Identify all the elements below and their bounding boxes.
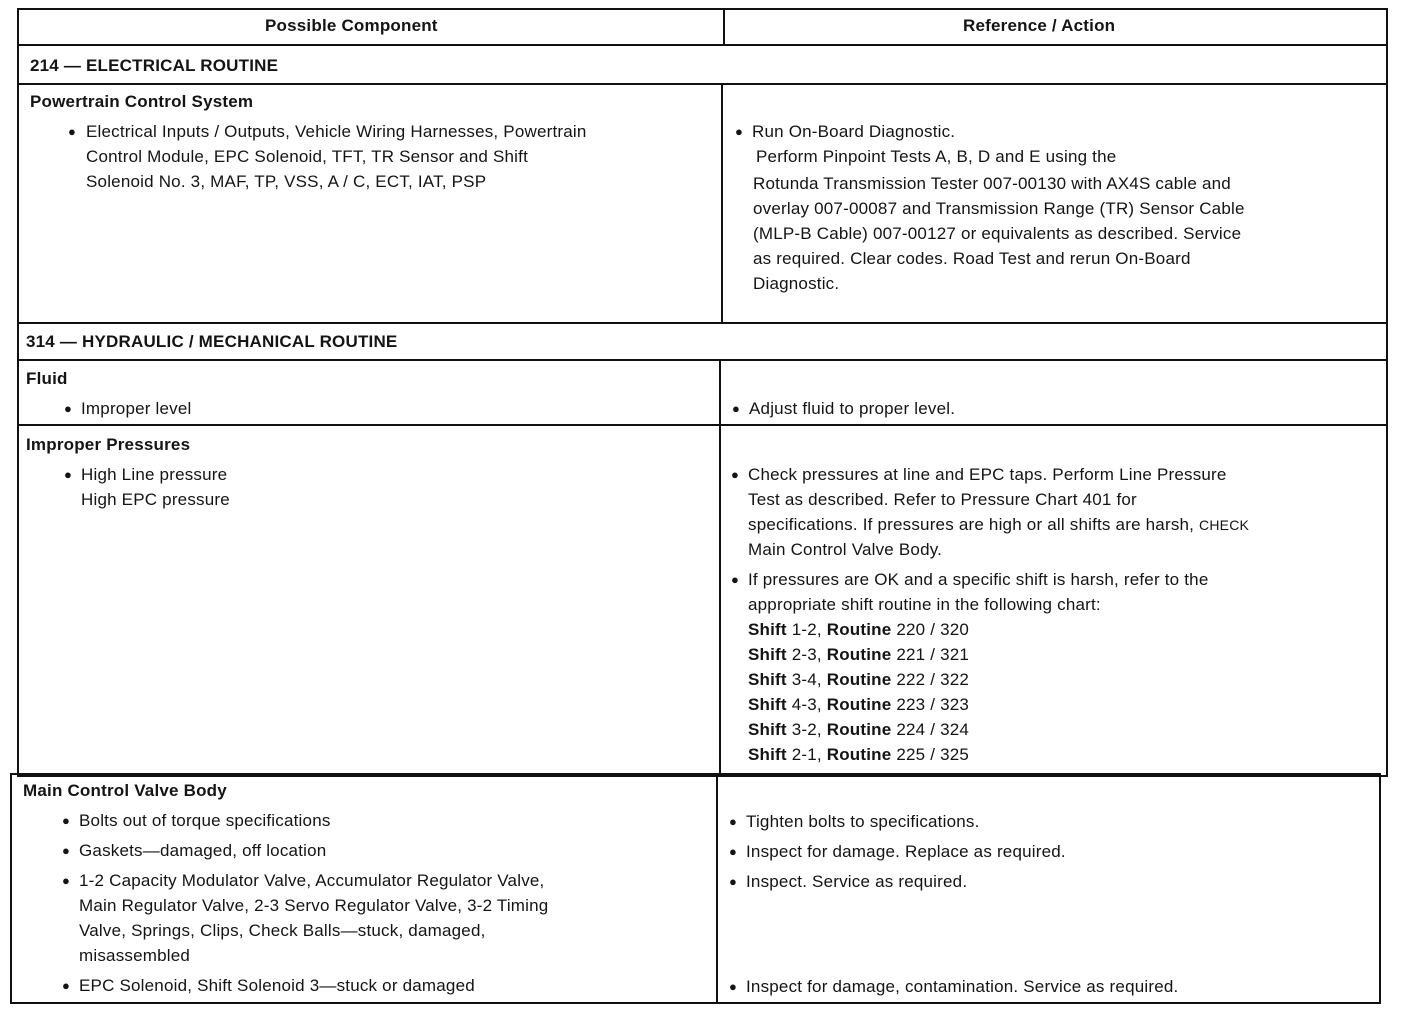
pressure-component-line: High EPC pressure xyxy=(81,490,230,509)
component-line: Control Module, EPC Solenoid, TFT, TR Sensor and Shift xyxy=(86,147,528,166)
fluid-component: Improper level xyxy=(81,399,192,418)
shift-routine-row xyxy=(748,717,969,742)
section-214-title: 214 — ELECTRICAL ROUTINE xyxy=(30,56,279,75)
valve-component: EPC Solenoid, Shift Solenoid 3—stuck or damaged xyxy=(79,976,475,995)
component-line: Electrical Inputs / Outputs, Vehicle Wiring Harnesses, Powertrain xyxy=(86,122,587,141)
bullet-icon: ● xyxy=(62,813,70,828)
shift-value: 2-3, xyxy=(786,645,827,664)
header-divider xyxy=(17,44,1388,46)
bullet-icon: ● xyxy=(64,401,72,416)
routine-value: 221 / 321 xyxy=(891,645,970,664)
valve-action: Inspect for damage, contamination. Service as required. xyxy=(746,977,1179,996)
action-line: (MLP-B Cable) 007-00127 or equivalents as described. Service xyxy=(753,224,1242,243)
routine-value: 220 / 320 xyxy=(891,620,970,639)
shift-value: 4-3, xyxy=(786,695,827,714)
shift-value: 3-4, xyxy=(786,670,827,689)
routine-label: Routine xyxy=(826,745,892,764)
shift-routine-row xyxy=(748,667,969,692)
shift-label: Shift xyxy=(748,670,787,689)
bullet-icon: ● xyxy=(62,978,70,993)
bullet-icon: ● xyxy=(68,124,76,139)
action-line: Perform Pinpoint Tests A, B, D and E using the xyxy=(756,147,1117,166)
routine-label: Routine xyxy=(826,620,892,639)
action-line: overlay 007-00087 and Transmission Range (TR) Sensor Cable xyxy=(753,199,1245,218)
valve-component: Gaskets—damaged, off location xyxy=(79,841,327,860)
routine-value: 222 / 322 xyxy=(891,670,970,689)
shift-routine-row xyxy=(748,642,969,667)
pressure-action-line: Test as described. Refer to Pressure Chart 401 for xyxy=(748,490,1137,509)
routine-label: Routine xyxy=(826,670,892,689)
shift-routine-row xyxy=(748,692,969,717)
check-label: CHECK xyxy=(1199,517,1250,533)
bullet-icon: ● xyxy=(732,401,740,416)
powertrain-control-system-title: Powertrain Control System xyxy=(30,92,254,111)
header-possible-component: Possible Component xyxy=(265,16,438,35)
bullet-icon: ● xyxy=(64,467,72,482)
valve-component: misassembled xyxy=(79,946,191,965)
powertrain-component-text xyxy=(86,119,587,194)
section-314-top-divider xyxy=(17,322,1388,324)
shift-label: Shift xyxy=(748,645,787,664)
bullet-icon: ● xyxy=(735,124,743,139)
column-divider-valve xyxy=(716,773,718,1004)
component-line: Solenoid No. 3, MAF, TP, VSS, A / C, ECT, IAT, PSP xyxy=(86,172,487,191)
shift-routine-list xyxy=(748,617,969,767)
shift-value: 3-2, xyxy=(786,720,827,739)
action-line: Run On-Board Diagnostic. xyxy=(752,122,956,141)
bullet-icon: ● xyxy=(62,873,70,888)
action-line: Rotunda Transmission Tester 007-00130 with AX4S cable and xyxy=(753,174,1231,193)
pressure-action-line: Main Control Valve Body. xyxy=(748,540,943,559)
routine-value: 223 / 323 xyxy=(891,695,970,714)
column-divider-314 xyxy=(719,359,721,777)
bullet-icon: ● xyxy=(62,843,70,858)
pressure-action-line: Check pressures at line and EPC taps. Perform Line Pressure xyxy=(748,465,1227,484)
valve-action: Tighten bolts to specifications. xyxy=(746,812,980,831)
header-reference-action: Reference / Action xyxy=(963,16,1116,35)
shift-value: 2-1, xyxy=(786,745,827,764)
action-line: Diagnostic. xyxy=(753,274,840,293)
shift-routine-row xyxy=(748,742,969,767)
routine-value: 224 / 324 xyxy=(891,720,970,739)
valve-body-title: Main Control Valve Body xyxy=(23,781,227,800)
bullet-icon: ● xyxy=(729,979,737,994)
bullet-icon: ● xyxy=(729,844,737,859)
section-314-title: 314 — HYDRAULIC / MECHANICAL ROUTINE xyxy=(26,332,398,351)
column-divider-header xyxy=(723,8,725,45)
fluid-action: Adjust fluid to proper level. xyxy=(749,399,956,418)
shift-label: Shift xyxy=(748,720,787,739)
routine-label: Routine xyxy=(826,645,892,664)
routine-label: Routine xyxy=(826,695,892,714)
section-314-divider xyxy=(17,359,1388,361)
section-214-divider xyxy=(17,83,1388,85)
routine-label: Routine xyxy=(826,720,892,739)
pressure-action-text: specifications. If pressures are high or all shifts are harsh, xyxy=(748,515,1195,534)
valve-component: Main Regulator Valve, 2-3 Servo Regulator Valve, 3-2 Timing xyxy=(79,896,549,915)
valve-component: Valve, Springs, Clips, Check Balls—stuck, damaged, xyxy=(79,921,486,940)
valve-action: Inspect for damage. Replace as required. xyxy=(746,842,1066,861)
column-divider-214 xyxy=(721,83,723,323)
bullet-icon: ● xyxy=(731,572,739,587)
bullet-icon: ● xyxy=(729,814,737,829)
shift-routine-row xyxy=(748,617,969,642)
fluid-title: Fluid xyxy=(26,369,68,388)
pressure-action-line: appropriate shift routine in the following chart: xyxy=(748,595,1101,614)
shift-label: Shift xyxy=(748,745,787,764)
pressure-component-line: High Line pressure xyxy=(81,465,228,484)
routine-value: 225 / 325 xyxy=(891,745,970,764)
shift-label: Shift xyxy=(748,620,787,639)
valve-component: Bolts out of torque specifications xyxy=(79,811,331,830)
pressure-action-line: If pressures are OK and a specific shift is harsh, refer to the xyxy=(748,570,1209,589)
improper-pressures-title: Improper Pressures xyxy=(26,435,191,454)
bullet-icon: ● xyxy=(729,874,737,889)
shift-value: 1-2, xyxy=(786,620,827,639)
shift-label: Shift xyxy=(748,695,787,714)
fluid-divider xyxy=(17,424,1388,426)
valve-action: Inspect. Service as required. xyxy=(746,872,968,891)
action-line: as required. Clear codes. Road Test and rerun On-Board xyxy=(753,249,1191,268)
bullet-icon: ● xyxy=(731,467,739,482)
valve-component: 1-2 Capacity Modulator Valve, Accumulator Regulator Valve, xyxy=(79,871,545,890)
pressure-action-line xyxy=(748,512,1249,538)
